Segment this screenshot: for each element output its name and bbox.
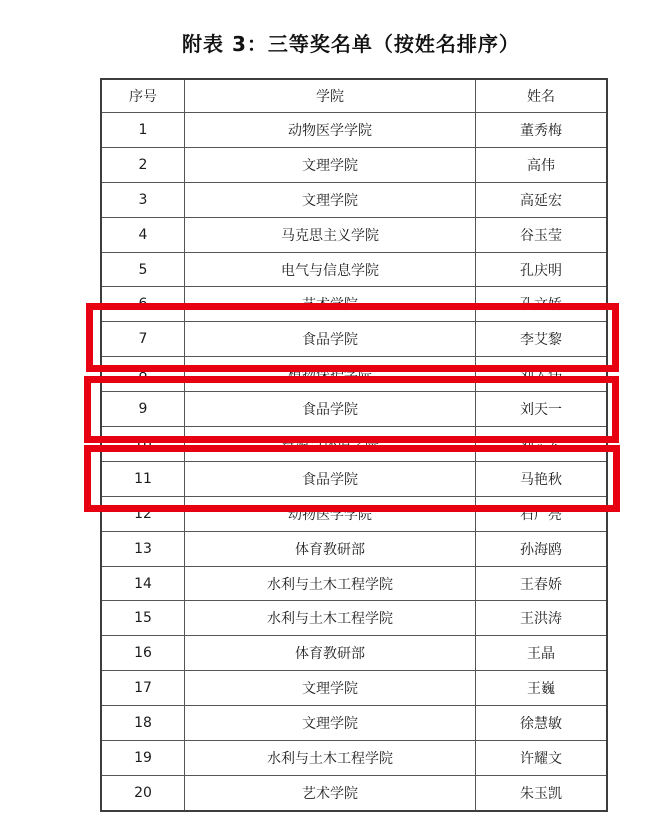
cell-name: 石广亮 (476, 496, 608, 531)
cell-name: 董秀梅 (476, 113, 608, 148)
table-row (101, 357, 607, 392)
cell-index: 7 (101, 322, 185, 357)
cell-index: 4 (101, 217, 185, 252)
cell-name: 王晶 (476, 636, 608, 671)
cell-name: 王洪涛 (476, 601, 608, 636)
cell-college: 文理学院 (185, 147, 476, 182)
cell-name: 高延宏 (476, 182, 608, 217)
cell-name: 朱玉凯 (476, 775, 608, 810)
table-row (101, 741, 607, 776)
cell-name: 孔庆明 (476, 252, 608, 287)
cell-index: 20 (101, 775, 185, 810)
cell-index: 2 (101, 147, 185, 182)
cell-college: 食品学院 (185, 392, 476, 427)
table-row (101, 287, 607, 322)
cell-index: 5 (101, 252, 185, 287)
cell-college: 食品学院 (185, 322, 476, 357)
table-row (101, 601, 607, 636)
cell-college: 马克思主义学院 (185, 217, 476, 252)
cell-college: 文理学院 (185, 182, 476, 217)
cell-name: 孔文娇 (476, 287, 608, 322)
cell-college: 水利与土木工程学院 (185, 566, 476, 601)
cell-index: 19 (101, 741, 185, 776)
cell-name: 王巍 (476, 671, 608, 706)
cell-college: 植物保护学院 (185, 357, 476, 392)
cell-college: 资源与环境学院 (185, 427, 476, 462)
table-row (101, 566, 607, 601)
cell-index: 1 (101, 113, 185, 148)
table-row-highlighted (101, 322, 607, 357)
cell-college: 水利与土木工程学院 (185, 601, 476, 636)
cell-name: 刘志宏 (476, 427, 608, 462)
cell-index: 17 (101, 671, 185, 706)
cell-name: 徐慧敏 (476, 706, 608, 741)
cell-name: 谷玉莹 (476, 217, 608, 252)
cell-index: 14 (101, 566, 185, 601)
table-row-highlighted (101, 392, 607, 427)
table-row (101, 706, 607, 741)
table-row (101, 113, 607, 148)
cell-college: 食品学院 (185, 461, 476, 496)
cell-index: 11 (101, 461, 185, 496)
table-row (101, 427, 607, 462)
table-row (101, 636, 607, 671)
cell-name: 许耀文 (476, 741, 608, 776)
cell-index: 16 (101, 636, 185, 671)
table-row (101, 671, 607, 706)
cell-name: 孙海鸥 (476, 531, 608, 566)
cell-college: 动物医学学院 (185, 113, 476, 148)
table-row-highlighted (101, 461, 607, 496)
table-row (101, 217, 607, 252)
cell-college: 水利与土木工程学院 (185, 741, 476, 776)
award-table (100, 78, 608, 812)
cell-college: 体育教研部 (185, 531, 476, 566)
header-index: 序号 (101, 79, 185, 113)
cell-name: 马艳秋 (476, 461, 608, 496)
cell-name: 刘天一 (476, 392, 608, 427)
cell-college: 艺术学院 (185, 775, 476, 810)
table-row (101, 531, 607, 566)
cell-index: 9 (101, 392, 185, 427)
cell-college: 动物医学学院 (185, 496, 476, 531)
cell-college: 体育教研部 (185, 636, 476, 671)
table-row (101, 182, 607, 217)
table-row (101, 496, 607, 531)
table-row (101, 147, 607, 182)
cell-college: 电气与信息学院 (185, 252, 476, 287)
cell-index: 6 (101, 287, 185, 322)
table-row (101, 775, 607, 810)
cell-name: 刘大伟 (476, 357, 608, 392)
header-college: 学院 (185, 79, 476, 113)
cell-college: 文理学院 (185, 706, 476, 741)
cell-name: 李艾黎 (476, 322, 608, 357)
cell-college: 艺术学院 (185, 287, 476, 322)
cell-index: 3 (101, 182, 185, 217)
cell-index: 13 (101, 531, 185, 566)
page-title: 附表 3：三等奖名单（按姓名排序） (182, 32, 520, 56)
cell-index: 15 (101, 601, 185, 636)
cell-name: 高伟 (476, 147, 608, 182)
cell-index: 18 (101, 706, 185, 741)
cell-index: 12 (101, 496, 185, 531)
cell-index: 10 (101, 427, 185, 462)
table-body (101, 113, 607, 811)
cell-college: 文理学院 (185, 671, 476, 706)
cell-index: 8 (101, 357, 185, 392)
header-name: 姓名 (476, 79, 608, 113)
table-row (101, 252, 607, 287)
header-row (101, 79, 607, 113)
cell-name: 王春娇 (476, 566, 608, 601)
